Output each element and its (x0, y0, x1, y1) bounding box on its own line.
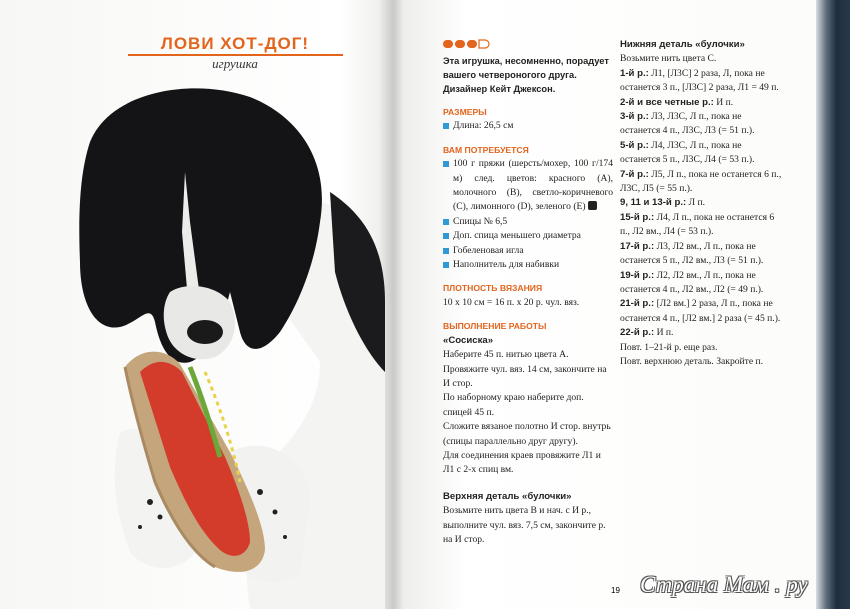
row-instruction: 19-й р.: Л2, Л2 вм., Л п., пока не останется 4 п., Л2 вм., Л2 (= 49 п.). (620, 269, 764, 295)
material-item: Наполнитель для набивки (443, 258, 613, 272)
closing-step: Повт. верхнюю деталь. Закройте п. (620, 355, 764, 367)
right-page-column-2 (620, 38, 782, 369)
row-instruction: 7-й р.: Л5, Л п., пока не останется 6 п., Л3С, Л5 (= 55 п.). (620, 168, 782, 195)
sausage-step: По наборному краю наберите доп. спицей 45 п. (443, 392, 584, 418)
yarn-weight-icon (588, 201, 597, 210)
sausage-step: Для соединения краев провяжите Л1 и Л1 с 2-х спиц вм. (443, 449, 601, 476)
bottom-bun-heading: Нижняя деталь «булочки» (620, 39, 745, 50)
material-item: Спицы № 6,5 (443, 215, 613, 229)
difficulty-rating-icon (443, 38, 497, 50)
material-item: 100 г пряжи (шерсть/мохер, 100 г/174 м) след. цветов: красного (А), молочного (В), светло-коричневого (С), лимонного (D), зеленого (E) (443, 157, 613, 215)
right-page-column-1 (443, 38, 613, 547)
sizes-heading: РАЗМЕРЫ (443, 107, 487, 117)
intro-text: Эта игрушка, несомненно, порадует вашего четвероногого друга. Дизайнер Кейт Джексон. (443, 56, 609, 94)
row-instruction: 17-й р.: Л3, Л2 вм., Л п., пока не останется 5 п., Л2 вм., Л3 (= 51 п.). (620, 240, 764, 267)
book-cover-edge (816, 0, 850, 609)
dog-with-hotdog-toy-photo (0, 72, 385, 609)
row-instruction: 2-й и все четные р.: И п. (620, 96, 734, 108)
materials-heading: ВАМ ПОТРЕБУЕТСЯ (443, 144, 529, 155)
sausage-step: Сложите вязаное полотно И стор. внутрь (спицы параллельно друг другу). (443, 421, 611, 447)
gauge-heading: ПЛОТНОСТЬ ВЯЗАНИЯ (443, 283, 543, 294)
top-bun-step: Возьмите нить цвета В и нач. с И р., выполните чул. вяз. 7,5 см, закончите р. на И стор. (443, 505, 606, 545)
gauge-text: 10 х 10 см = 16 п. х 20 р. чул. вяз. (443, 296, 580, 308)
sausage-step: Наберите 45 п. нитью цвета А. (443, 349, 569, 361)
row-instruction: 22-й р.: И п. (620, 327, 674, 339)
top-bun-heading: Верхняя деталь «булочки» (443, 490, 572, 502)
row-instruction: 15-й р.: Л4, Л п., пока не останется 6 п., Л2 вм., Л4 (= 53 п.). (620, 211, 775, 238)
row-instruction: 21-й р.: [Л2 вм.] 2 раза, Л п., пока не останется 4 п., [Л2 вм.] 2 раза (= 45 п.). (620, 298, 781, 324)
page-title: ЛОВИ ХОТ-ДОГ! (160, 34, 310, 53)
row-instruction: 3-й р.: Л3, Л3С, Л п., пока не останется 4 п., Л3С, Л3 (= 51 п.). (620, 111, 755, 137)
row-instruction: 9, 11 и 13-й р.: Л п. (620, 197, 706, 209)
watermark: Страна Мам . ру (640, 572, 808, 597)
material-item: Гобеленовая игла (443, 244, 613, 258)
page-subtitle: игрушка (212, 56, 258, 71)
material-item: Доп. спица меньшего диаметра (443, 229, 613, 243)
row-instruction: 1-й р.: Л1, [Л3С] 2 раза, Л, пока не останется 3 п., [Л3С] 2 раза, Л1 = 49 п. (620, 67, 779, 94)
page-number: 19 (611, 586, 620, 595)
sausage-heading: «Сосиска» (443, 334, 494, 346)
instructions-heading: ВЫПОЛНЕНИЕ РАБОТЫ (443, 321, 547, 332)
sausage-step: Провяжите чул. вяз. 14 см, закончите на И стор. (443, 363, 607, 389)
bottom-bun-lead: Возьмите нить цвета С. (620, 53, 717, 65)
closing-step: Повт. 1–21-й р. еще раз. (620, 341, 718, 353)
row-instruction: 5-й р.: Л4, Л3С, Л п., пока не останется 5 п., Л3С, Л4 (= 53 п.). (620, 139, 755, 166)
size-item: Длина: 26,5 см (443, 119, 613, 133)
